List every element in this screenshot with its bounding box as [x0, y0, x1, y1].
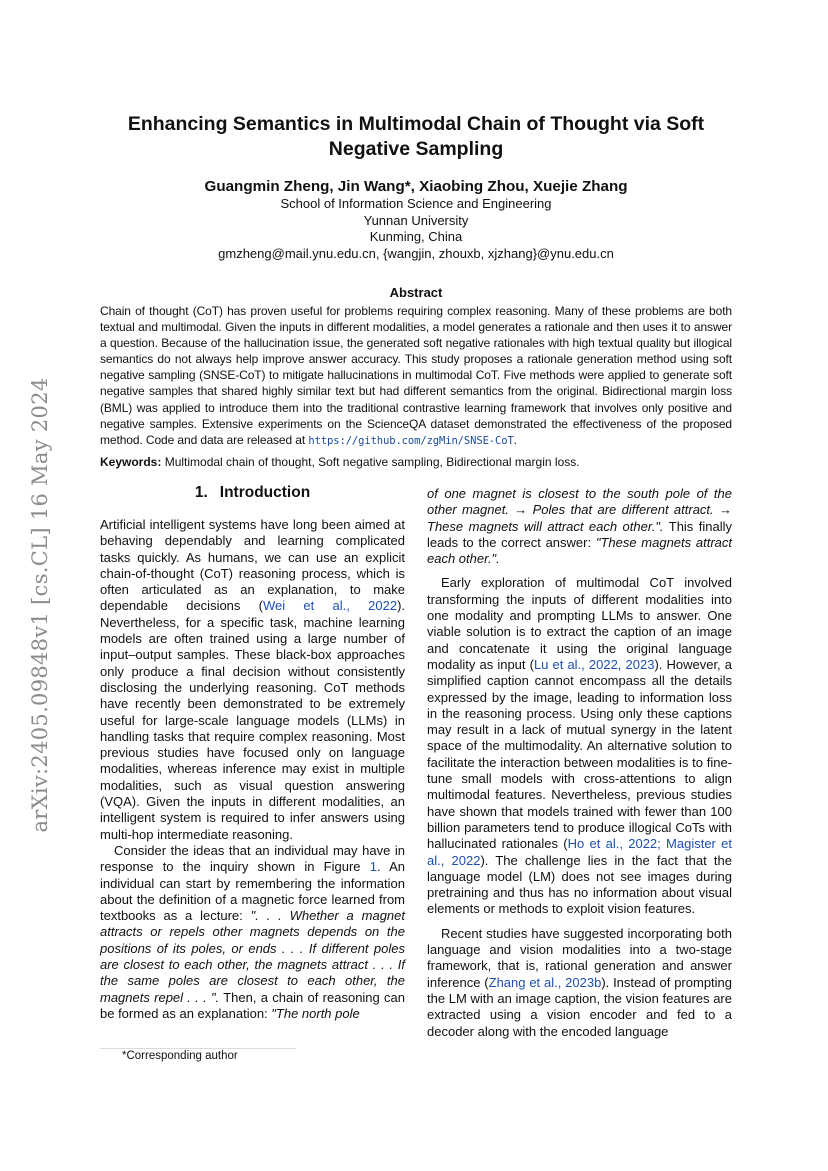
paragraph-text: Early exploration of multimodal CoT involved transforming the inputs of different modalities into one modality and prompting LLMs to answer. One viable solution is to extract the caption of an image and concatenate it using the original language modality as input ( — [427, 575, 732, 672]
keywords-text: Multimodal chain of thought, Soft negative sampling, Bidirectional margin loss. — [161, 455, 580, 469]
footnote-divider — [100, 1048, 296, 1049]
citation-link[interactable]: Zhang et al., 2023b — [488, 974, 602, 990]
arxiv-identifier-stamp — [20, 355, 60, 855]
paragraph-text: ). Instead of prompting the LM with an image caption, the vision features are extracted using a vision encoder and fed to a decoder along with the encoded language — [427, 974, 733, 1039]
affiliation-school: School of Information Science and Engineering — [280, 196, 552, 211]
citation-link[interactable]: Ho et al., 2022; Magister et al., 2022 — [427, 836, 732, 868]
right-column — [427, 486, 732, 1040]
intro-paragraph-1 — [100, 517, 405, 843]
left-column — [100, 517, 405, 1022]
paragraph-text: . An individual can start by remembering the information about the definition of a magnetic force learned from textbooks as a lecture: — [100, 859, 405, 924]
figure-reference-link[interactable]: 1 — [369, 859, 377, 875]
reasoning-quote: "The north pole — [271, 1005, 360, 1021]
affiliation-block — [100, 196, 732, 262]
keywords-label: Keywords: — [100, 455, 162, 469]
section-title: Introduction — [219, 484, 311, 501]
paragraph-text: This finally leads to the correct answer: — [427, 518, 732, 550]
paragraph-text: Consider the ideas that an individual may have in response to the inquiry shown in Figure — [100, 842, 405, 875]
intro-paragraph-2 — [100, 843, 405, 1022]
affiliation-university: Yunnan University — [363, 212, 469, 228]
abstract-text: Chain of thought (CoT) has proven useful for problems requiring complex reasoning. Many of these problems are both textual and multimodal. Given the inputs in different modalities, a model generates a rationale and then uses it to answer a question. Because of the hallucination issue, the generated soft negative rationales with high textual quality but illogical semantics do not always help improve answer accuracy. This study proposes a rationale generation method using soft negative sampling (SNSE-CoT) to mitigate hallucinations in multimodal CoT. Five methods were applied to generate soft negative samples that shared highly similar text but had different semantics from the original. Bidirectional margin loss (BML) was applied to introduce them into the traditional contrastive learning framework that involves only positive and negative samples. Extensive experiments on the ScienceQA dataset demonstrated the effectiveness of the proposed method. Code and data are released at — [100, 304, 732, 447]
paragraph-text: Artificial intelligent systems have long been aimed at behaving dependably and learning complicated tasks quickly. As humans, we can use an explicit chain-of-thought (CoT) reasoning process, which is often articulated as an explanation, to make dependable decisions ( — [100, 517, 405, 614]
paragraph-text: Recent studies have suggested incorporating both language and vision modalities into a two-stage framework, that is, rational generation and answer inference ( — [427, 925, 732, 990]
lecture-quote: ". . . Whether a magnet attracts or repels other magnets depends on the positions of its poles, or ends . . . If different poles are closest to each other, the magnets attract . . . If the same poles are closest to each other, the magnets repel . . . ". — [100, 908, 405, 1005]
code-link[interactable]: https://github.com/zgMin/SNSE-CoT — [308, 434, 514, 447]
section-number: 1. — [194, 484, 208, 501]
abstract-body — [100, 303, 732, 449]
arxiv-stamp-text: arXiv:2405.09848v1 [cs.CL] 16 May 2024 — [28, 377, 52, 833]
intro-paragraph-3 — [427, 575, 732, 917]
footnote: *Corresponding author — [122, 1050, 238, 1062]
keywords-line — [100, 455, 732, 469]
paragraph-text: ). The challenge lies in the fact that the language model (LM) does not see images during pretraining and thus has no information about visual elements or methods to exploit vision features. — [427, 852, 732, 917]
citation-link[interactable]: Lu et al., 2022, 2023 — [533, 656, 655, 672]
paragraph-text: ). However, a simplified caption cannot encompass all the details expressed by the image, leading to information loss in the reasoning process. Using only these captions may result in a lack of mutual synergy in the latent space of the multimodality. An alternative solution to facilitate the interaction between modalities is to fine-tune small models with cross-attentions to align multimodal features. Nevertheless, previous studies have shown that models trained with fewer than 100 billion parameters tend to produce illogical CoTs with hallucinated rationales ( — [427, 656, 732, 852]
affiliation-city: Kunming, China — [369, 229, 463, 244]
reasoning-quote: of one magnet is closest to the south pole of the other magnet. → Poles that are different attract. → These magnets will attract each other.". — [427, 486, 732, 534]
answer-quote: "These magnets attract each other.". — [427, 534, 732, 567]
paragraph-text: Then, a chain of reasoning can be formed as an explanation: — [100, 989, 405, 1021]
author-list: Guangmin Zheng, Jin Wang*, Xiaobing Zhou, Xuejie Zhang — [204, 178, 628, 195]
intro-paragraph-2-continued — [427, 486, 732, 567]
abstract-end: . — [513, 432, 517, 447]
author-emails: gmzheng@mail.ynu.edu.cn, {wangjin, zhouxb, xjzhang}@ynu.edu.cn — [218, 245, 614, 261]
citation-link[interactable]: Wei et al., 2022 — [263, 598, 398, 614]
paper-title: Enhancing Semantics in Multimodal Chain of Thought via Soft Negative Sampling — [127, 113, 705, 160]
section-heading — [100, 484, 405, 502]
intro-paragraph-4 — [427, 926, 732, 1040]
abstract-heading: Abstract — [389, 285, 443, 300]
paragraph-text: ). Nevertheless, for a specific task, machine learning models are often trained using a large number of input–output samples. These black-box approaches only produce a final decision without consistently disclosing the underlying reasoning. CoT methods have recently been demonstrated to be extremely useful for large-scale language models (LLMs) in handling tasks that require complex reasoning. Most previous studies have focused only on language modalities, whereas inference may exist in multiple modalities, such as visual question answering (VQA). Given the inputs in different modalities, an intelligent system is required to infer answers using multi-hop intermediate reasoning. — [100, 598, 406, 842]
